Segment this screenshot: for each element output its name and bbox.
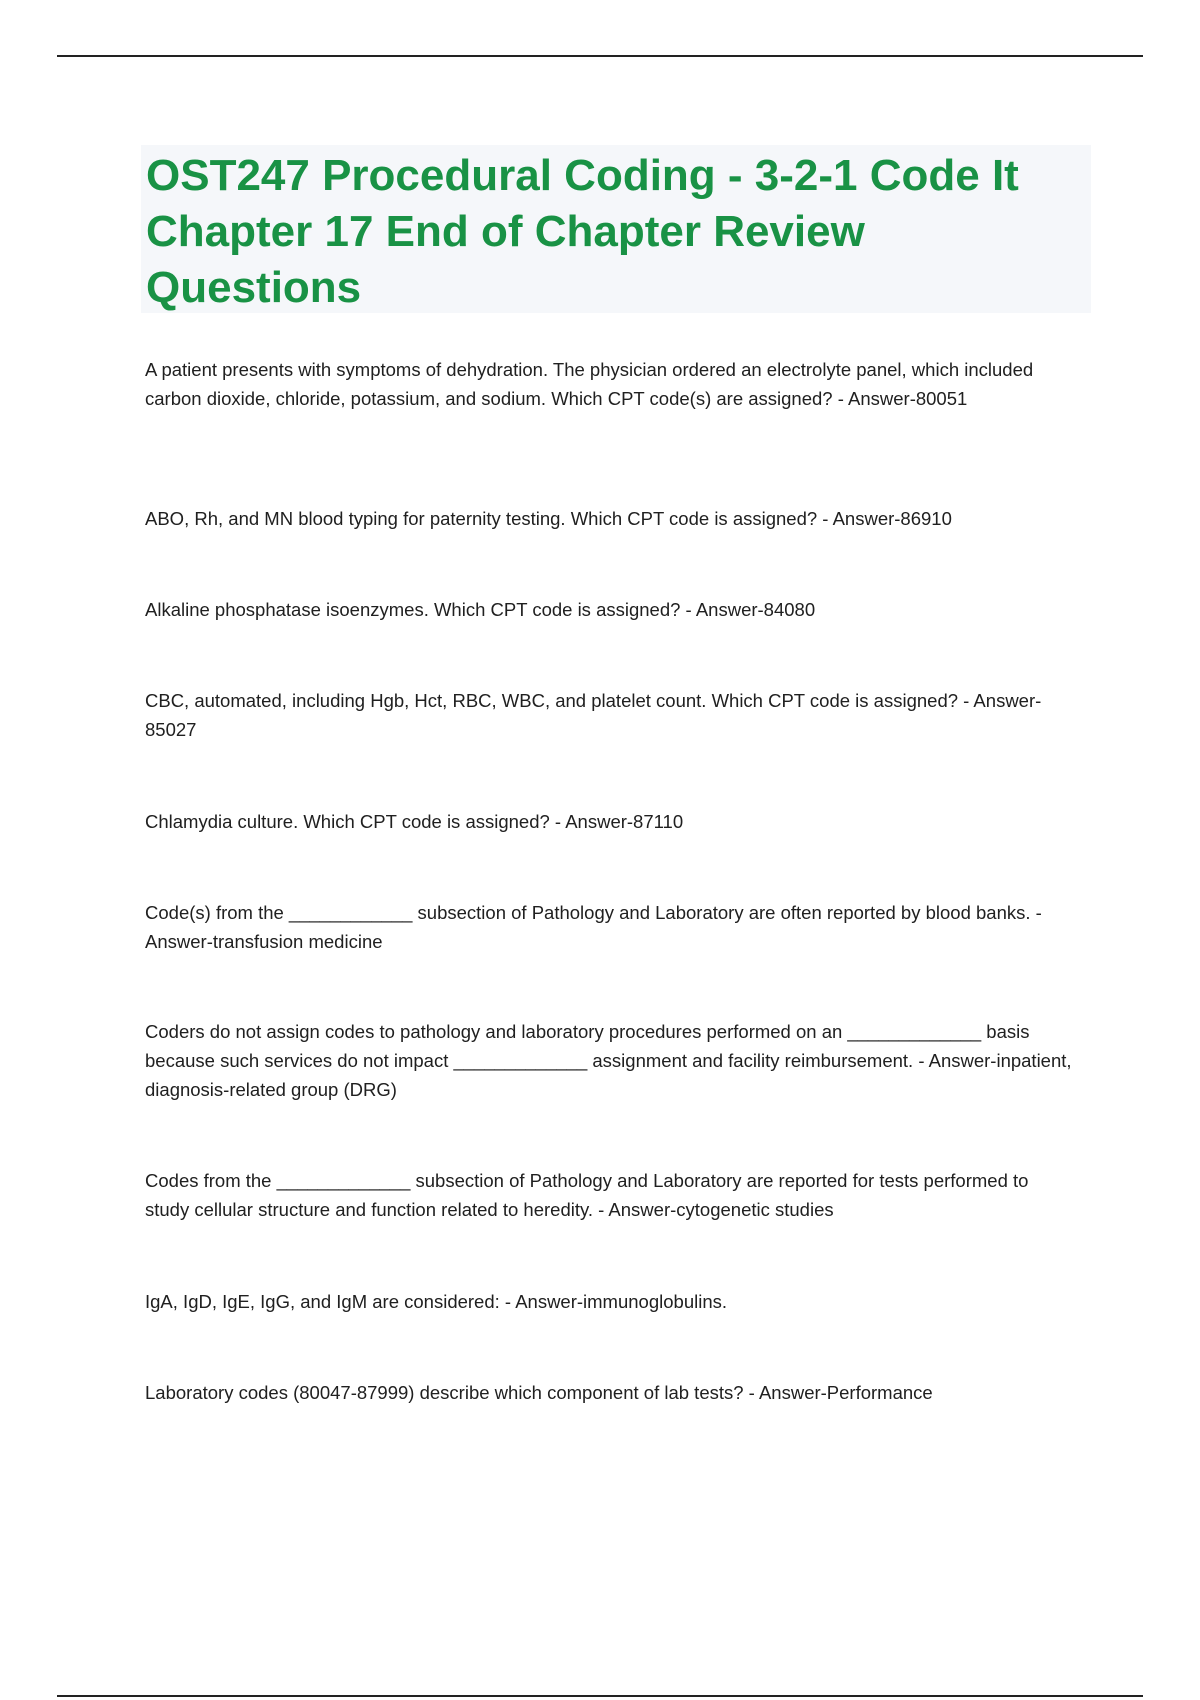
qa-item: Laboratory codes (80047-87999) describe which component of lab tests? - Answer-Performance: [145, 1382, 933, 1403]
title-banner: [141, 145, 1091, 313]
top-rule: [57, 55, 1143, 57]
bottom-rule: [57, 1695, 1143, 1697]
qa-item: CBC, automated, including Hgb, Hct, RBC, WBC, and platelet count. Which CPT code is assigned? - Answer-85027: [145, 690, 1042, 740]
qa-item: Codes from the _____________ subsection of Pathology and Laboratory are reported for tests performed to study cellular structure and function related to heredity. - Answer-cytogenetic studies: [145, 1170, 1029, 1220]
qa-item: Alkaline phosphatase isoenzymes. Which CPT code is assigned? - Answer-84080: [145, 599, 816, 620]
qa-item: ABO, Rh, and MN blood typing for paternity testing. Which CPT code is assigned? - Answer-86910: [145, 508, 952, 529]
document-title: OST247 Procedural Coding - 3-2-1 Code It Chapter 17 End of Chapter Review Questions: [146, 151, 1019, 312]
qa-item: Code(s) from the ____________ subsection of Pathology and Laboratory are often reported by blood banks. - Answer-transfusion medicine: [145, 902, 1042, 952]
qa-item: Coders do not assign codes to pathology and laboratory procedures performed on an _____________ basis because such services do not impact _____________ assignment and facility reimbursement. - Answer-inpatient, diagnosis-related group (DRG): [145, 1021, 1072, 1100]
qa-item: A patient presents with symptoms of dehydration. The physician ordered an electrolyte panel, which included carbon dioxide, chloride, potassium, and sodium. Which CPT code(s) are assigned? - Answer-80051: [145, 359, 1034, 409]
qa-item: Chlamydia culture. Which CPT code is assigned? - Answer-87110: [145, 811, 684, 832]
qa-item: IgA, IgD, IgE, IgG, and IgM are considered: - Answer-immunoglobulins.: [145, 1291, 728, 1312]
